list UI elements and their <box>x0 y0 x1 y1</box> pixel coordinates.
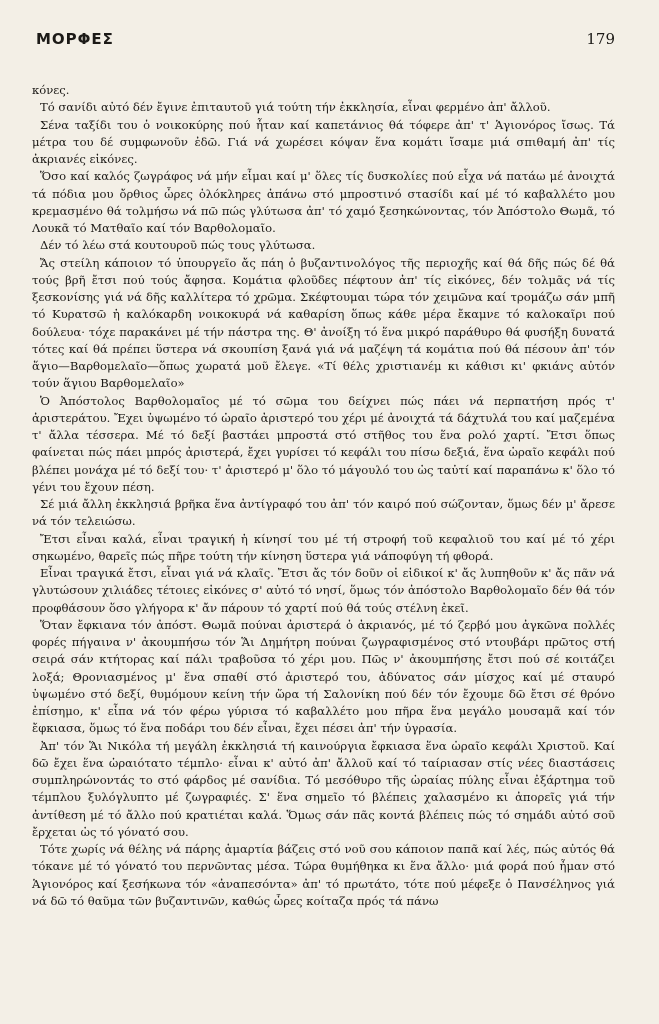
paragraph: Ἄς στείλη κάποιον τό ὑπουργεῖο ἄς πάη ὁ βυζαντινολόγος τῆς περιοχῆς καί θά δῆς πώς δέ θά τούς βρῆ ἔτσι πού τούς ἄφησα. Κομάτια φλοῦδες πέφτουν ἀπ' τίς εἰκόνες, δέν τολμᾶς νά τίς ξεσκονίσης γιά νά δῆς καλλίτερα τό χρῶμα. Σκέφτουμαι τώρα τόν χειμῶνα καί τρομάζω σάν μπῆ τό Κυρατσῶ ἡ καλόκαρδη νοικοκυρά νά καθαρίση ὅπως κάθε μέρα ἔκαμνε τό καλοκαῖρι πού δούλευα· τόχε παρακάνει μέ τήν πάστρα της. Θ' ἀνοίξη τό ἕνα μικρό παράθυρο θά φυσήξη δυνατά τότες καί θά πρέπει ὕστερα νά σκουπίση ξανά γιά νά μαζέψη τά κομάτια πού θά πέσουν ἀπ' τόν ἅγιο—Βαρθομελαῖο—ὅπως χωρατά μοῦ ἔλεγε. «Τί θέλς χριστιανέμ κι κάθισι κι' φκιάνς αὐτόν τούν ἅγιου Βαρθομελαῖο» <box>32 255 615 391</box>
body-text <box>32 82 615 910</box>
paragraph: Τό σανίδι αὐτό δέν ἔγινε ἐπιταυτοῦ γιά τούτη τήν ἐκκλησία, εἶναι φερμένο ἀπ' ἄλλοῦ. <box>40 100 551 115</box>
page-header <box>32 30 615 52</box>
paragraph: κόνες. <box>32 83 70 97</box>
paragraph: Δέν τό λέω στά κουτουροῦ πώς τους γλύτωσα. <box>40 238 316 253</box>
paragraph: Σένα ταξίδι του ὁ νοικοκύρης πού ἦταν καί καπετάνιος θά τόφερε ἀπ' τ' Ἁγιονόρος ἴσως. Τά μέτρα του δέ συμφωνοῦν ἐδῶ. Γιά νά χωρέσει κόψαν ἕνα κομάτι ἴσαμε μιά σπιθαμή ἀπ' τίς ἀκριανές εἰκόνες. <box>32 117 615 166</box>
running-title: ΜΟΡΦΕΣ <box>36 30 114 48</box>
paragraph: Τότε χωρίς νά θέλης νά πάρης ἁμαρτία βάζεις στό νοῦ σου κάποιον παπᾶ καί λές, πώς αὐτός θά τόκανε μέ τό γόνατό του περνῶντας μέσα. Τώρα θυμήθηκα κι ἕνα ἄλλο· μιά φορά πού ἦμαν στό Ἁγιονόρος καί ξεσήκωνα τόν «ἀναπεσόντα» ἀπ' τό πρωτάτο, τότε πού μέφεξε ὁ Πανσέληνος γιά νά δῶ τό θαῦμα τῶν βυζαντινῶν, καθώς ὧρες κοίταζα πρός τά πάνω <box>32 842 615 908</box>
paragraph: Ὅταν ἔφκιανα τόν ἀπόστ. Θωμᾶ πούναι ἀριστερά ὁ ἀκριανός, μέ τό ζερβό μου ἀγκῶνα πολλές φορές πήγαινα ν' ἀκουμπήσω τόν Ἅι Δημήτρη πούναι ζωγραφισμένος στό ντουβάρι πρῶτος στή σειρά σάν κτήτορας καί πάλι τραβοῦσα τό χέρι μου. Πῶς ν' ἀκουμπήσης ἔτσι πού σέ κοιτάζει λοξά; Θρονιασμένος μ' ἕνα σπαθί στό ἀριστερό του, ἀδύνατος σάν μίσχος καί μέ σταυρό ὑψωμένο στό δεξί, θυμόμουν κείνη τήν ὥρα τή Σαλονίκη πού δέν τόν ἔχουμε δῶ ἔτσι σέ θρόνο ἐπίσημο, κ' εἶπα νά τόν φέρω γύρισα τό καβαλλέτο μου πῆρα ἕνα μεγάλο μουσαμᾶ καί τόν ἔφκιασα, ὅμως τό ἕνα ποδάρι του δέν εἶναι, ἔχει πέσει ἀπ' τήν ὑγρασία. <box>32 617 615 736</box>
paragraph: Ὅσο καί καλός ζωγράφος νά μήν εἶμαι καί μ' ὅλες τίς δυσκολίες πού εἶχα νά πατάω μέ ἀνοιχτά τά πόδια μου ὄρθιος ὧρες ὁλόκληρες ἀπάνω στό μπροστινό στασίδι καί μέ τό καβαλλέτο μου κρεμασμένο θά τολμήσω νά πῶ πώς γλύτωσα ἀπ' τό χαμό ξεσηκώνοντας, τόν Ἀπόστολο Θωμᾶ, τό Λουκᾶ τό Ματθαῖο καί τόν Βαρθολομαῖο. <box>32 169 615 235</box>
page-number: 179 <box>586 30 615 48</box>
paragraph: Ἔτσι εἶναι καλά, εἶναι τραγική ἡ κίνησί του μέ τή στροφή τοῦ κεφαλιοῦ του καί μέ τό χέρι σηκωμένο, θαρεῖς πώς πῆρε τούτη τήν κίνηση ὕστερα γιά νάποφύγη τή φθορά. <box>32 531 615 563</box>
paragraph: Ἀπ' τόν Ἅι Νικόλα τή μεγάλη ἐκκλησιά τή καινούργια ἔφκιασα ἕνα ὡραῖο κεφάλι Χριστοῦ. Καί δῶ ἔχει ἕνα ὡραιότατο τέμπλο· εἶναι κ' αὐτό ἀπ' ἄλλοῦ καί τό ταίριασαν στίς νέες διαστάσεις συμπληρώνοντάς το στό φάρδος μέ σανίδια. Τό μεσόθυρο τῆς ὡραίας πύλης εἶναι ἐξάρτημα τοῦ τέμπλου ξυλόγλυπτο μέ ζωγραφιές. Σ' ἕνα σημεῖο τό βλέπεις χαλασμένο κι ἀπορεῖς γιά τήν ἀντίθεση μέ τό ἄλλο πού κρατιέται καλά. Ὅμως σάν πᾶς κοντά βλέπεις πώς τό σημάδι αὐτό σοῦ ἔρχεται ὡς τό γόνατό σου. <box>32 738 615 839</box>
paragraph: Σέ μιά ἄλλη ἐκκλησιά βρῆκα ἕνα ἀντίγραφό του ἀπ' τόν καιρό πού σώζονταν, ὅμως δέν μ' ἄρεσε νά τόν τελειώσω. <box>32 497 615 529</box>
paragraph: Εἶναι τραγικά ἔτσι, εἶναι γιά νά κλαῖς. Ἔτσι ἄς τόν δοῦν οἱ εἰδικοί κ' ἄς λυπηθοῦν κ' ἄς πᾶν νά γλυτώσουν χιλιάδες τέτοιες εἰκόνες σ' αὐτό τό νησί, ὅμως τόν ἀπόστολο Βαρθολομαῖο δέν θά τόν προφθάσουν ὅσο γλήγορα κ' ἄν πάρουν τό χαρτί πού θά τούς στέλνη ἐκεῖ. <box>32 566 615 615</box>
paragraph: Ὁ Ἀπόστολος Βαρθολομαῖος μέ τό σῶμα του δείχνει πώς πάει νά περπατήση πρός τ' ἀριστεράτου. Ἔχει ὑψωμένο τό ὡραῖο ἀριστερό του χέρι μέ ἀνοιχτά τά δάχτυλά του καί μαζεμένα τ' ἄλλα τέσσερα. Μέ τό δεξί βαστάει μπροστά στό στῆθος του ἕνα ρολό χαρτί. Ἔτσι ὅπως φαίνεται πώς πάει μπρός ἀριστερά, ἔχει γυρίσει τό κεφάλι του πίσω δεξιά, ἕνα ὡραῖο κεφάλι πού βλέπει μονάχα μέ τό δεξί του· τ' ἀριστερό μ' ὅλο τό μάγουλό του ὡς ταὐτί καί παραπάνω κ' ὅλο τό γένι του ἔχουν πέση. <box>32 393 615 494</box>
